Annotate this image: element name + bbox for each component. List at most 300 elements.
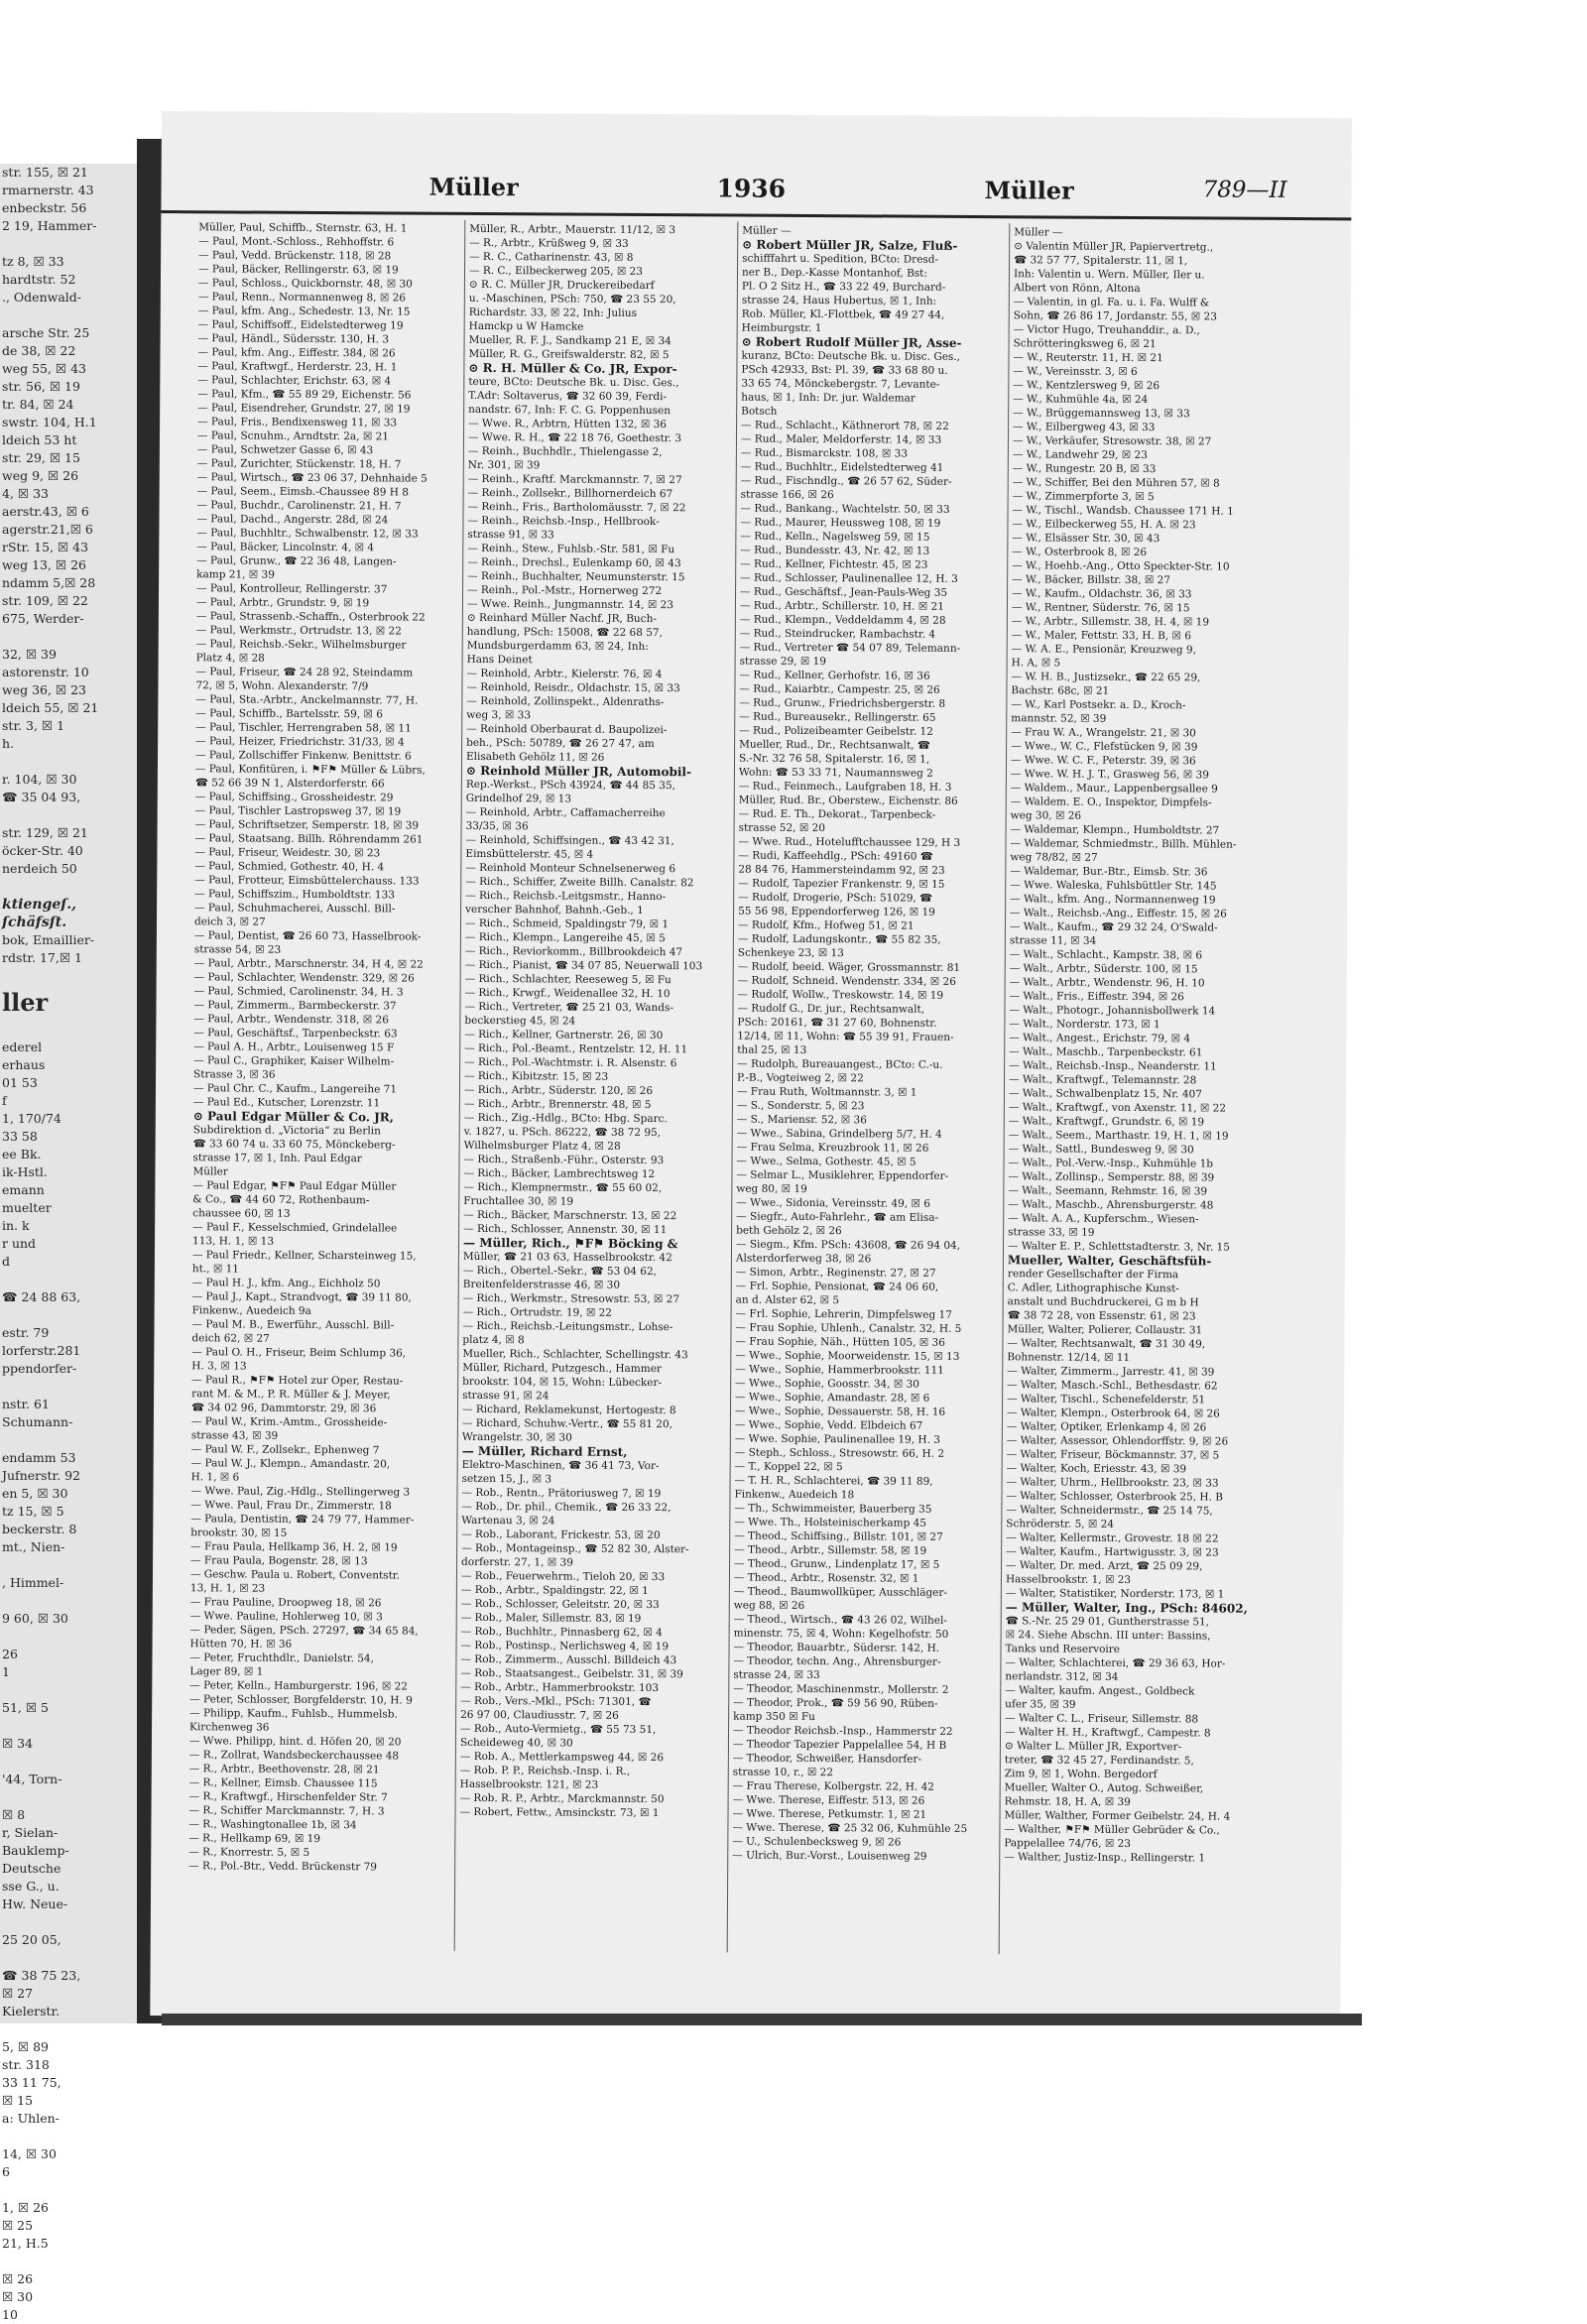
directory-entry: — Paul, Schwetzer Gasse 6, ☒ 43	[196, 443, 374, 457]
left-page-line: en 5, ☒ 30	[2, 1486, 68, 1501]
directory-entry: — R., Washingtonallee 1b, ☒ 34	[188, 1818, 357, 1832]
page-number: 789—II	[1202, 177, 1287, 203]
directory-entry: — Rudolf, Tapezier Frankenstr. 9, ☒ 15	[738, 877, 945, 891]
directory-entry: — W., Reuterstr. 11, H. ☒ 21	[1013, 351, 1163, 365]
left-page-line: bok, Emaillier-	[2, 932, 95, 947]
directory-entry: — Paul Ed., Kutscher, Lorenzstr. 11	[192, 1096, 381, 1110]
left-page-line: aerstr.43, ☒ 6	[2, 504, 89, 519]
left-page-line	[2, 628, 149, 646]
directory-entry: strasse 10, r., ☒ 22	[732, 1766, 834, 1779]
directory-entry: — Paula, Dentistin, ☎ 24 79 77, Hammer-	[190, 1513, 415, 1527]
left-page-line: 675, Werder-	[2, 611, 84, 626]
directory-entry: — W., Schiffer, Bei den Mühren 57, ☒ 8	[1012, 476, 1220, 490]
left-page-line: 4, ☒ 33	[2, 486, 49, 501]
left-page-line: öcker-Str. 40	[2, 843, 83, 858]
left-page-line: '44, Torn-	[2, 1772, 62, 1786]
directory-entry: — Walt., Arbtr., Wendenstr. 96, H. 10	[1009, 976, 1205, 990]
directory-entry: — Rob., Maler, Sillemstr. 83, ☒ 19	[460, 1611, 642, 1625]
left-page-line: ſchäfsſt.	[2, 915, 67, 930]
directory-entry: — W., Zimmerpforte 3, ☒ 5	[1012, 490, 1155, 504]
left-page-line: lorferstr.281	[2, 1343, 81, 1358]
directory-entry: Nr. 301, ☒ 39	[467, 458, 541, 472]
directory-entry: — Reinh., Buchhdlr., Thielengasse 2,	[467, 444, 663, 459]
directory-entry: strasse 52, ☒ 20	[738, 821, 826, 835]
directory-entry: — Simon, Arbtr., Reginenstr. 27, ☒ 27	[735, 1266, 936, 1280]
left-page-line: tz 15, ☒ 5	[2, 1504, 64, 1519]
directory-entry: — Rich., Vertreter, ☎ 25 21 03, Wands-	[464, 1000, 673, 1015]
directory-entry: — R., Arbtr., Krüßweg 9, ☒ 33	[469, 236, 629, 250]
directory-entry: Fruchtallee 30, ☒ 19	[463, 1194, 574, 1208]
directory-entry: — Rud., Buchhltr., Eidelstedterweg 41	[740, 460, 944, 474]
directory-entry: Finkenw., Auedeich 9a	[191, 1304, 311, 1317]
directory-entry: — Wwe., Sophie, Amandastr. 28, ☒ 6	[735, 1391, 930, 1405]
directory-entry: — Walter C. L., Friseur, Sillemstr. 88	[1005, 1712, 1199, 1726]
directory-entry: Strasse 3, ☒ 36	[193, 1068, 276, 1081]
left-page-line: ederel	[2, 1040, 43, 1054]
directory-entry: — Wwe., Sophie, Vedd. Elbdeich 67	[734, 1418, 923, 1432]
directory-entry: weg 78/82, ☒ 27	[1010, 851, 1098, 864]
directory-entry: — W., Tischl., Wandsb. Chaussee 171 H. 1	[1012, 504, 1234, 518]
directory-entry: — Waldemar, Klempn., Humboldtstr. 27	[1010, 823, 1220, 837]
directory-entry: Rehmstr. 18, H. A, ☒ 39	[1004, 1795, 1131, 1808]
directory-entry: — Walter E. P., Schlettstadterstr. 3, Nr. 15	[1007, 1240, 1230, 1254]
directory-entry: — Rud., Schlosser, Paulinenallee 12, H. 3	[740, 571, 958, 585]
left-page-line	[2, 806, 149, 824]
directory-entry: — Wwe., W. C., Flefstücken 9, ☒ 39	[1011, 740, 1198, 754]
directory-entry: — W., Bäcker, Billstr. 38, ☒ 27	[1012, 573, 1171, 587]
directory-entry: u. -Maschinen, PSch: 750, ☎ 23 55 20,	[468, 292, 676, 306]
directory-entry: — Paul C., Graphiker, Kaiser Wilhelm-	[193, 1054, 395, 1068]
directory-entry: — Theod., Arbtr., Rosenstr. 32, ☒ 1	[733, 1571, 919, 1585]
left-page-line: , Himmel-	[2, 1575, 64, 1590]
directory-entry: — Rich., Pianist, ☎ 34 07 85, Neuerwall 103	[464, 958, 703, 973]
directory-entry: — Wwe., Sophie, Hammerbrookstr. 111	[735, 1363, 944, 1377]
left-page-line: 10	[2, 2307, 18, 2322]
directory-entry: — Valentin, in gl. Fa. u. i. Fa. Wulff &	[1013, 296, 1210, 309]
directory-entry: — Theodor, Prok., ☎ 59 56 90, Rüben-	[733, 1696, 938, 1710]
directory-entry: teure, BCto: Deutsche Bk. u. Disc. Ges.,	[468, 375, 679, 390]
directory-entry: T.Adr: Soltaverus, ☎ 32 60 39, Ferdi-	[468, 389, 668, 404]
directory-entry: — Reinh., Zollsekr., Billhornerdeich 67	[467, 486, 673, 501]
directory-entry: Platz 4, ☒ 28	[195, 652, 265, 665]
left-page-line: Bauklemp-	[2, 1843, 69, 1858]
left-page-line: 14, ☒ 30	[2, 2146, 57, 2161]
directory-entry: — Paul, Händl., Südersstr. 130, H. 3	[197, 332, 390, 346]
directory-entry: — Paul, Zollschiffer Finkenw. Benittstr. 6	[194, 749, 412, 763]
left-page-line: sse G., u.	[2, 1879, 60, 1894]
directory-entry: — Reinhold, Zollinspekt., Aldenraths-	[466, 694, 665, 709]
left-page-line	[2, 2253, 149, 2270]
directory-entry: Kirchenweg 36	[189, 1721, 270, 1734]
left-page-line: muelter	[2, 1200, 52, 1215]
directory-entry: — T. H. R., Schlachterei, ☎ 39 11 89,	[734, 1474, 933, 1488]
directory-entry: Schenkeye 23, ☒ 13	[737, 946, 844, 960]
left-page-line: beckerstr. 8	[2, 1522, 77, 1536]
directory-entry: — Paul, Kontrolleur, Rellingerstr. 37	[196, 582, 388, 596]
directory-entry: — Paul, Grunw., ☎ 22 36 48, Langen-	[196, 554, 397, 568]
left-page-line: weg 55, ☒ 43	[2, 361, 87, 376]
directory-entry: Schröderstr. 5, ☒ 24	[1006, 1518, 1115, 1530]
directory-entry: — Rud., Bundesstr. 43, Nr. 42, ☒ 13	[740, 544, 930, 557]
directory-entry: — Richard, Schuhw.-Vertr., ☎ 55 81 20,	[461, 1416, 673, 1431]
directory-entry: — Paul, Kraftwgf., Herderstr. 23, H. 1	[197, 360, 398, 374]
directory-entry: — Walt., Maschb., Ahrensburgerstr. 48	[1008, 1198, 1214, 1212]
left-page-line: str. 29, ☒ 15	[2, 450, 80, 465]
directory-entry: — Theod., Schiffsing., Billstr. 101, ☒ 27	[734, 1529, 943, 1543]
left-page-line: 1, ☒ 26	[2, 2200, 49, 2215]
directory-entry: ner B., Dep.-Kasse Montanhof, Bst:	[741, 266, 928, 280]
left-page-line: h.	[2, 736, 15, 751]
left-page-line: Jufnerstr. 92	[2, 1468, 81, 1483]
directory-entry: — W., Rentner, Süderstr. 76, ☒ 15	[1011, 601, 1190, 615]
directory-entry: — Rud. E. Th., Dekorat., Tarpenbeck-	[738, 807, 936, 821]
directory-entry: — Paul, Seem., Eimsb.-Chaussee 89 H 8	[196, 485, 409, 499]
directory-entry: ⊙ Walter L. Müller JR, Exportver-	[1004, 1740, 1182, 1754]
directory-entry: — Rud., Kelln., Nagelsweg 59, ☒ 15	[740, 530, 930, 544]
directory-entry: — Paul, Sta.-Arbtr., Anckelmannstr. 77, H.	[195, 693, 419, 707]
directory-entry: — Walt., Angest., Erichstr. 79, ☒ 4	[1009, 1032, 1191, 1045]
directory-entry: Sohn, ☎ 26 86 17, Jordanstr. 55, ☒ 23	[1013, 309, 1217, 323]
left-page-line: 25 20 05,	[2, 1932, 61, 1947]
directory-entry: — Walt., Zollinsp., Semperstr. 88, ☒ 39	[1008, 1170, 1215, 1184]
directory-entry: Pappelallee 74/76, ☒ 23	[1004, 1837, 1132, 1851]
directory-entry: Müller	[192, 1165, 228, 1178]
left-page-line: ., Odenwald-	[2, 290, 81, 305]
directory-entry: — Walter, Schlosser, Osterbrook 25, H. B	[1006, 1490, 1224, 1504]
left-page-line: tr. 84, ☒ 24	[2, 397, 74, 412]
directory-entry: — Paul, Staatsang. Billh. Röhrendamm 261	[194, 832, 424, 846]
directory-entry: — Rich., Zig.-Hdlg., BCto: Hbg. Sparc.	[463, 1111, 668, 1126]
left-page-line: weg 9, ☒ 26	[2, 468, 79, 483]
directory-column-4	[1004, 225, 1282, 1866]
directory-entry: — Walt., Kraftwgf., von Axenstr. 11, ☒ 22	[1008, 1101, 1227, 1115]
left-page-line	[2, 1556, 149, 1574]
directory-entry: — Paul H. J., kfm. Ang., Eichholz 50	[191, 1277, 381, 1290]
directory-entry: — Frau Sophie, Uhlenh., Canalstr. 32, H. 5	[735, 1321, 962, 1335]
left-page-fragment	[0, 164, 149, 2322]
directory-entry: — Frau Therese, Kolbergstr. 22, H. 42	[732, 1779, 935, 1793]
directory-entry: dorferstr. 27, 1, ☒ 39	[461, 1555, 573, 1569]
directory-entry: Müller, ☎ 21 03 63, Hasselbrookstr. 42	[462, 1250, 672, 1265]
directory-entry: — Rob., Auto-Vermietg., ☎ 55 73 51,	[460, 1722, 657, 1737]
directory-entry: — Rud., Bismarckstr. 108, ☒ 33	[740, 446, 909, 460]
directory-entry: — Rich., Arbtr., Süderstr. 120, ☒ 26	[463, 1083, 654, 1098]
directory-entry: — Wwe., Sophie, Dessauerstr. 58, H. 16	[734, 1405, 946, 1418]
directory-entry: — Waldemar, Bur.-Btr., Eimsb. Str. 36	[1010, 865, 1208, 879]
directory-entry: — Rich., Pol.-Wachtmstr. i. R. Alsenstr. 6	[464, 1055, 677, 1070]
directory-entry: — Rud., Steindrucker, Rambachstr. 4	[739, 627, 936, 641]
directory-entry: — Paul, Tischler, Herrengraben 58, ☒ 11	[195, 721, 412, 735]
directory-entry: — Wwe. R., Arbtrn, Hütten 132, ☒ 36	[468, 417, 668, 431]
directory-entry: setzen 15, J., ☒ 3	[461, 1472, 552, 1486]
directory-entry: — Theod., Baumwollküper, Ausschläger-	[733, 1585, 948, 1599]
directory-entry: strasse 166, ☒ 26	[740, 488, 834, 502]
directory-entry: — Wwe. Therese, Eiffestr. 513, ☒ 26	[732, 1793, 925, 1807]
directory-entry: — Wwe. Therese, ☎ 25 32 06, Kuhmühle 25	[732, 1821, 968, 1835]
directory-entry: — W., Eilbeckerweg 55, H. A. ☒ 23	[1012, 518, 1196, 532]
directory-entry: Hasselbrookstr. 121, ☒ 23	[459, 1777, 599, 1791]
directory-entry: H. A, ☒ 5	[1011, 657, 1061, 670]
directory-entry: — Paul, Scnuhm., Arndtstr. 2a, ☒ 21	[196, 429, 390, 443]
directory-entry: — Walt., Kraftwgf., Telemannstr. 28	[1009, 1073, 1197, 1087]
directory-entry: H. 1, ☒ 6	[190, 1471, 240, 1484]
directory-entry: — Rich., Obertel.-Sekr., ☎ 53 04 62,	[462, 1264, 658, 1279]
directory-entry: kuranz, BCto: Deutsche Bk. u. Disc. Ges.,	[741, 349, 961, 363]
directory-entry: — Reinhold Monteur Schnelsenerweg 6	[465, 861, 676, 876]
directory-entry: anstalt und Buchdruckerei, G m b H	[1007, 1295, 1199, 1309]
directory-entry: ht., ☒ 11	[191, 1263, 240, 1276]
directory-entry: — Paul W., Krim.-Amtm., Grossheide-	[190, 1415, 388, 1429]
directory-entry: — Rich., Arbtr., Brennerstr. 48, ☒ 5	[463, 1097, 652, 1112]
left-page-line	[2, 1628, 149, 1646]
directory-column-2	[459, 222, 737, 1821]
directory-entry: — Paul, Bäcker, Lincolnstr. 4, ☒ 4	[196, 541, 375, 554]
directory-entry: haus, ☒ 1, Inh: Dr. jur. Waldemar	[741, 391, 916, 405]
left-page-line: astorenstr. 10	[2, 665, 89, 679]
directory-entry: — Paul, Schloss., Quickbornstr. 48, ☒ 30	[197, 277, 413, 291]
directory-column-1	[188, 220, 466, 1875]
left-page-line: ller	[2, 988, 49, 1017]
directory-entry: weg 88, ☒ 26	[733, 1599, 805, 1612]
directory-entry: — Walter, kaufm. Angest., Goldbeck	[1005, 1684, 1195, 1698]
directory-entry: H. 3, ☒ 13	[191, 1360, 247, 1373]
directory-entry: — Rob., Postinsp., Nerlichsweg 4, ☒ 19	[460, 1639, 670, 1653]
directory-entry: — Paul, Vedd. Brückenstr. 118, ☒ 28	[198, 249, 392, 263]
directory-entry: — Rudolph, Bureauangest., BCto: C.-u.	[737, 1057, 943, 1071]
directory-entry: — W., Landwehr 29, ☒ 23	[1012, 448, 1148, 462]
directory-entry: 113, H. 1, ☒ 13	[192, 1235, 275, 1248]
directory-entry: — Wwe., Sophie, Moorweidenstr. 15, ☒ 13	[735, 1349, 960, 1363]
left-page-line: 5, ☒ 89	[2, 2039, 49, 2054]
left-page-line	[2, 2128, 149, 2145]
directory-entry: brookstr. 104, ☒ 15, Wohn: Lübecker-	[462, 1375, 663, 1390]
directory-entry: — Paul, Geschäftsf., Tarpenbeckstr. 63	[193, 1027, 398, 1040]
left-page-line: str. 155, ☒ 21	[2, 165, 88, 180]
directory-entry: — Paul, Schriftsetzer, Semperstr. 18, ☒ 39	[194, 818, 420, 832]
directory-entry: — Reinhold, Arbtr., Kielerstr. 76, ☒ 4	[466, 667, 663, 681]
directory-entry: Müller, Walter, Polierer, Collaustr. 31	[1007, 1323, 1203, 1337]
directory-entry: — Theodor, techn. Ang., Ahrensburger-	[733, 1654, 941, 1668]
directory-entry: Breitenfelderstrasse 46, ☒ 30	[462, 1278, 621, 1291]
directory-entry: — Rud., Klempn., Veddeldamm 4, ☒ 28	[739, 613, 946, 627]
directory-entry: strasse 24, Haus Hubertus, ☒ 1, Inh:	[741, 294, 937, 307]
directory-entry: — Paul, Schiffb., Bartelsstr. 59, ☒ 6	[195, 707, 383, 721]
directory-entry: — Rudolf, Ladungskontr., ☎ 55 82 35,	[737, 932, 941, 946]
directory-entry: — Peder, Sägen, PSch. 27297, ☎ 34 65 84,	[189, 1624, 419, 1638]
directory-entry: Müller —	[1014, 226, 1063, 239]
directory-entry: ☒ 24. Siehe Abschn. III unter: Bassins,	[1005, 1629, 1211, 1643]
directory-entry: ⊙ R. C. Müller JR, Druckereibedarf	[468, 278, 655, 293]
left-page-line: ☒ 27	[2, 1986, 34, 2001]
directory-entry: — W., Osterbrook 8, ☒ 26	[1012, 546, 1148, 559]
directory-entry: — Siegm., Kfm. PSch: 43608, ☎ 26 94 04,	[735, 1238, 961, 1252]
directory-entry: — Rich., Bäcker, Lambrechtsweg 12	[463, 1166, 656, 1181]
directory-entry: — Rob. P. P., Reichsb.-Insp. i. R.,	[459, 1764, 631, 1777]
directory-entry: 13, H. 1, ☒ 23	[189, 1582, 266, 1595]
directory-entry: Mueller, Walter, Geschäftsfüh-	[1007, 1253, 1212, 1269]
directory-entry: — Paul J., Kapt., Strandvogt, ☎ 39 11 80,	[191, 1290, 412, 1304]
directory-entry: — Walt., Kraftwgf., Grundstr. 6, ☒ 19	[1008, 1115, 1205, 1129]
left-page-line: 1	[2, 1664, 10, 1679]
directory-entry: Rob. Müller, Kl.-Flottbek, ☎ 49 27 44,	[741, 307, 945, 321]
directory-entry: schifffahrt u. Spedition, BCto: Dresd-	[742, 252, 939, 266]
page-bottom-edge	[162, 2014, 1362, 2025]
directory-entry: — S., Sonderstr. 5, ☒ 23	[736, 1099, 865, 1113]
directory-entry: — Theodor Reichsb.-Insp., Hammerstr 22	[733, 1724, 953, 1738]
directory-entry: Hasselbrookstr. 1, ☒ 23	[1005, 1573, 1132, 1586]
directory-entry: Hütten 70, H. ☒ 36	[189, 1638, 293, 1651]
directory-entry: strasse 11, ☒ 34	[1009, 934, 1097, 947]
directory-entry: — Wwe. W. C. F., Peterstr. 39, ☒ 36	[1010, 754, 1196, 768]
directory-entry: — Paul, Eisendreher, Grundstr. 27, ☒ 19	[197, 402, 411, 416]
directory-entry: — Rob., Dr. phil., Chemik., ☎ 26 33 22,	[461, 1500, 671, 1515]
directory-entry: — Walter, Zimmerm., Jarrestr. 41, ☒ 39	[1007, 1365, 1215, 1379]
directory-entry: — Rich., Schlachter, Reeseweg 5, ☒ Fu	[464, 972, 671, 987]
left-page-line: r, Sielan-	[2, 1825, 59, 1840]
directory-entry: — Walter, Tischl., Schenefelderstr. 51	[1007, 1393, 1206, 1407]
directory-entry: — Rud., Feinmech., Laufgraben 18, H. 3	[738, 780, 952, 794]
directory-entry: platz 4, ☒ 8	[462, 1333, 525, 1347]
directory-entry: — S., Mariensr. 52, ☒ 36	[736, 1113, 867, 1127]
directory-entry: Müller, R. G., Greifswalderstr. 82, ☒ 5	[468, 347, 670, 362]
directory-entry: — Rob., Rentn., Prätoriusweg 7, ☒ 19	[461, 1486, 662, 1501]
left-page-line: ☎ 24 88 63,	[2, 1289, 81, 1304]
directory-entry: — Rich., Klempn., Langereihe 45, ☒ 5	[464, 930, 666, 945]
directory-entry: Richardstr. 33, ☒ 22, Inh: Julius	[468, 306, 638, 319]
directory-entry: beth Gehölz 2, ☒ 26	[736, 1224, 842, 1238]
directory-entry: — Wwe. Sophie, Paulinenallee 19, H. 3	[734, 1432, 940, 1446]
left-page-line: str. 129, ☒ 21	[2, 825, 88, 840]
left-page-line: 2 19, Hammer-	[2, 218, 97, 233]
directory-entry: — W., Verkäufer, Stresowstr. 38, ☒ 27	[1012, 434, 1212, 448]
directory-entry: — Rud., Grunw., Friedrichsbergerstr. 8	[739, 696, 946, 710]
directory-entry: v. 1827, u. PSch. 86222, ☎ 38 72 95,	[463, 1125, 662, 1140]
left-page-line	[2, 235, 149, 253]
directory-entry: — Paul Chr. C., Kaufm., Langereihe 71	[192, 1082, 398, 1096]
left-page-line: ☒ 30	[2, 2289, 34, 2304]
directory-entry: Elektro-Maschinen, ☎ 36 41 73, Vor-	[461, 1458, 660, 1473]
directory-entry: — Rich., Krwgf., Weidenallee 32, H. 10	[464, 986, 671, 1001]
directory-entry: — Theod., Wirtsch., ☎ 43 26 02, Wilhel-	[733, 1613, 947, 1627]
directory-entry: — R., Arbtr., Beethovenstr. 28, ☒ 21	[188, 1763, 380, 1776]
directory-entry: — Siegfr., Auto-Fahrlehr., ☎ am Elisa-	[736, 1210, 939, 1224]
directory-entry: — Walt., Kaufm., ☎ 29 32 24, O'Swald-	[1009, 920, 1218, 934]
directory-entry: — Frau Ruth, Woltmannstr. 3, ☒ 1	[736, 1085, 917, 1099]
directory-entry: Rep.-Werkst., PSch 43924, ☎ 44 85 35,	[465, 778, 676, 793]
directory-entry: ⊙ Valentin Müller JR, Papiervertretg.,	[1014, 240, 1214, 254]
left-page-line: de 38, ☒ 22	[2, 343, 76, 358]
directory-entry: strasse 33, ☒ 19	[1008, 1226, 1095, 1239]
directory-entry: — Walter, Klempn., Osterbrook 64, ☒ 26	[1006, 1407, 1220, 1420]
directory-entry: render Gesellschafter der Firma	[1007, 1268, 1179, 1282]
left-page-line	[2, 1378, 149, 1396]
directory-entry: — T., Koppel 22, ☒ 5	[734, 1460, 843, 1474]
directory-entry: an d. Alster 62, ☒ 5	[735, 1293, 840, 1307]
directory-entry: — Rob., Montageinsp., ☎ 52 82 30, Alster-	[461, 1541, 689, 1556]
left-page-line	[2, 967, 149, 985]
directory-entry: — Paul, Tischler Lastropsweg 37, ☒ 19	[194, 804, 402, 818]
directory-entry: — Theod., Grunw., Lindenplatz 17, ☒ 5	[734, 1557, 940, 1571]
directory-entry: ⊙ R. H. Müller & Co. JR, Expor-	[468, 360, 677, 377]
directory-entry: ☎ 34 02 96, Dammtorstr. 29, ☒ 36	[190, 1402, 377, 1415]
directory-entry: — Theodor, Bauarbtr., Südersr. 142, H.	[733, 1641, 940, 1654]
left-page-line	[2, 1681, 149, 1699]
directory-entry: Bachstr. 68c, ☒ 21	[1011, 684, 1110, 697]
directory-entry: — Rud., Polizeibeamter Geibelstr. 12	[739, 724, 933, 738]
directory-entry: — Reinhold Oberbaurat d. Baupolizei-	[466, 722, 668, 737]
directory-entry: — Müller, Rich., ⚑F⚑ Böcking &	[462, 1235, 678, 1252]
directory-entry: — W., Elsässer Str. 30, ☒ 43	[1012, 532, 1160, 546]
directory-entry: — Paul, Dachd., Angerstr. 28d, ☒ 24	[196, 513, 389, 527]
directory-entry: — Rob., Arbtr., Hammerbrookstr. 103	[460, 1680, 660, 1695]
right-page	[150, 111, 1352, 2022]
left-page-line: 21, H.5	[2, 2236, 49, 2251]
left-page-line: rdstr. 17,☒ 1	[2, 950, 82, 965]
directory-entry: — W., Kaufm., Oldachstr. 36, ☒ 33	[1012, 587, 1192, 601]
directory-entry: — Paul W. J., Klempn., Amandastr. 20,	[190, 1457, 391, 1471]
directory-entry: — Waldemar, Schmiedmstr., Billh. Mühlen-	[1010, 837, 1237, 851]
directory-entry: — Rud., Bureausekr., Rellingerstr. 65	[739, 710, 936, 724]
directory-entry: handlung, PSch: 15008, ☎ 22 68 57,	[466, 625, 663, 640]
directory-entry: — Paul, kfm. Ang., Schedestr. 13, Nr. 15	[197, 305, 411, 318]
left-page-line: ldeich 55, ☒ 21	[2, 700, 99, 715]
directory-entry: — Walt., Seemann, Rehmstr. 16, ☒ 39	[1008, 1184, 1208, 1198]
left-page-line: ppendorfer-	[2, 1361, 77, 1376]
directory-entry: — Paul R., ⚑F⚑ Hotel zur Oper, Restau-	[191, 1374, 404, 1388]
left-page-line: arsche Str. 25	[2, 325, 90, 340]
directory-entry: — Walter H. H., Kraftwgf., Campestr. 8	[1004, 1726, 1211, 1740]
directory-entry: — Paul, Friseur, Weidestr. 30, ☒ 23	[194, 846, 381, 860]
directory-entry: — Walt., Arbtr., Süderstr. 100, ☒ 15	[1009, 962, 1198, 976]
directory-entry: — Walter, Rechtsanwalt, ☎ 31 30 49,	[1007, 1337, 1206, 1351]
directory-entry: ☎ 38 72 28, von Essenstr. 61, ☒ 23	[1007, 1309, 1196, 1323]
left-page-line: ☒ 34	[2, 1736, 34, 1751]
left-page-line: ktiengeſ.,	[2, 897, 77, 913]
directory-entry: Finkenw., Auedeich 18	[734, 1488, 855, 1502]
directory-entry: Müller, Paul, Schiffb., Sternstr. 63, H. 1	[198, 221, 408, 235]
directory-entry: Wohn: ☎ 53 33 71, Naumannsweg 2	[738, 766, 933, 780]
left-page-line: 1, 170/74	[2, 1111, 61, 1126]
directory-entry: — Reinhold, Arbtr., Caffamacherreihe	[465, 805, 666, 820]
directory-entry: — Rich., Reviorkomm., Billbrookdeich 47	[464, 944, 683, 959]
directory-entry: — Walt., Pol.-Verw.-Insp., Kuhmühle 1b	[1008, 1157, 1214, 1170]
directory-entry: — Paul, Zimmerm., Barmbeckerstr. 37	[193, 999, 397, 1013]
directory-entry: strasse 54, ☒ 23	[193, 943, 282, 956]
directory-entry: — Paul, Buchhltr., Schwalbenstr. 12, ☒ 33	[196, 527, 419, 541]
left-page-line: 26	[2, 1647, 18, 1661]
left-page-line: 33 58	[2, 1129, 38, 1144]
directory-entry: — Paul, Schuhmacherei, Ausschl. Bill-	[194, 902, 396, 916]
left-page-line: erhaus	[2, 1057, 46, 1072]
directory-entry: weg 80, ☒ 19	[736, 1182, 807, 1195]
directory-entry: — R., Kraftwgf., Hirschenfelder Str. 7	[188, 1790, 388, 1804]
directory-entry: ⊙ Robert Müller JR, Salze, Fluß-	[742, 237, 958, 253]
directory-entry: — Rich., Schmeid, Spaldingstr 79, ☒ 1	[464, 917, 670, 931]
directory-entry: — Müller, Walter, Ing., PSch: 84602,	[1005, 1600, 1248, 1616]
directory-entry: — Paul, Mont.-Schloss., Rehhoffstr. 6	[198, 235, 395, 249]
left-page-line	[2, 878, 149, 896]
directory-entry: — Paul Edgar, ⚑F⚑ Paul Edgar Müller	[192, 1179, 397, 1193]
directory-entry: — W. H. B., Justizsekr., ☎ 22 65 29,	[1011, 671, 1201, 684]
directory-entry: ☎ 52 66 39 N 1, Alsterdorferstr. 66	[194, 777, 385, 791]
left-page-line: tz 8, ☒ 33	[2, 254, 64, 269]
directory-entry: — Frau Pauline, Droopweg 18, ☒ 26	[189, 1596, 382, 1610]
left-page-line: estr. 79	[2, 1325, 50, 1340]
left-page-line	[2, 2020, 149, 2038]
directory-entry: weg 30, ☒ 26	[1010, 809, 1082, 822]
directory-entry: — Rud., Bankang., Wachtelstr. 50, ☒ 33	[740, 502, 950, 516]
directory-entry: — Paul, Fris., Bendixensweg 11, ☒ 33	[197, 416, 398, 429]
